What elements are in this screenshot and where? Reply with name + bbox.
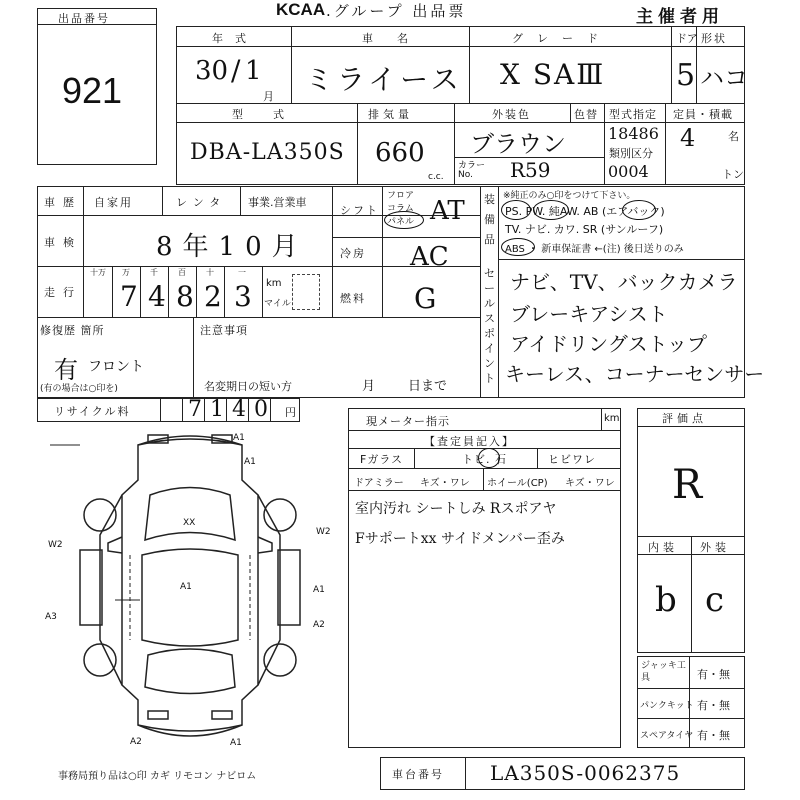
glass-options[interactable]: トビ. 石 [462, 453, 507, 466]
meter-km-unit: km [604, 413, 620, 424]
ton-unit: トン [722, 168, 744, 181]
inspector-label: 【査定員記入】 [424, 435, 515, 448]
category-label: 類別区分 [609, 147, 653, 160]
exterior-value: c [705, 580, 725, 620]
sales-point-3: アイドリングストップ [510, 332, 707, 356]
shift-value: AT [430, 196, 465, 226]
digit-unit-100k: 十万 [90, 268, 106, 277]
equipment-label: 装備品 [484, 193, 495, 246]
displacement-label: 排気量 [368, 108, 413, 121]
history-business[interactable]: 事業.営業車 [248, 196, 307, 209]
capacity-value: 4 [680, 124, 696, 152]
color-label: 外装色 [492, 108, 531, 121]
vehicle-damage-diagram [30, 425, 350, 760]
recycle-digit-1: 7 [188, 397, 202, 422]
meter-label: 現メーター指示 [366, 415, 450, 428]
tool-jack-label: ジャッキ工具 [641, 661, 686, 683]
type-spec-label: 型式指定 [609, 108, 657, 121]
sales-point-1: ナビ、TV、バックカメラ [510, 270, 738, 294]
mileage-digit-2: 4 [148, 280, 166, 313]
inspection-note-2: Fサポートxx サイドメンバー歪み [355, 531, 565, 547]
displacement-value: 660 [375, 138, 425, 168]
interior-value: b [655, 580, 677, 620]
model-label: 型式 [232, 108, 314, 121]
digit-unit-1k: 千 [150, 268, 158, 277]
shift-column[interactable]: コラム [387, 204, 414, 214]
evaluation-label: 評価点 [662, 412, 707, 425]
damage-mark-right-w2: W2 [316, 527, 331, 537]
history-label: 車歴 [44, 196, 82, 209]
form-title: .グループ 出品票 [326, 2, 467, 20]
exterior-label: 外装 [700, 541, 730, 554]
mileage-digit-4: 2 [204, 280, 222, 313]
inspection-label: 車検 [44, 236, 82, 249]
color-no-value: R59 [510, 158, 551, 182]
category-value: 0004 [608, 162, 649, 181]
ac-label: 冷房 [340, 247, 366, 260]
tool-jack-value[interactable]: 有・無 [697, 668, 730, 681]
sales-point-2: ブレーキアシスト [510, 302, 668, 326]
evaluation-score: R [672, 462, 703, 508]
digit-unit-1: 一 [238, 268, 246, 277]
glass-label: Fガラス [360, 453, 403, 466]
km-label[interactable]: km [266, 278, 282, 289]
mirror-label: ドアミラー [354, 478, 404, 489]
damage-mark-left-a3: A3 [45, 612, 57, 622]
damage-mark-rear-right: A1 [230, 738, 242, 748]
name-label: 車名 [362, 32, 432, 45]
fuel-value: G [414, 282, 437, 315]
car-name-value: ミライース [305, 63, 463, 96]
color-value: ブラウン [470, 130, 566, 158]
model-value: DBA-LA350S [190, 140, 345, 165]
mirror-options[interactable]: キズ・ワレ [420, 478, 470, 489]
tool-spare-label: スペアタイヤ [640, 731, 694, 741]
shift-panel[interactable]: パネル [387, 217, 415, 227]
color-change-label: 色替 [574, 108, 598, 121]
crack-label[interactable]: ヒビワレ [548, 453, 596, 466]
mileage-label: 走行 [44, 286, 82, 299]
damage-mark-roof-a1: A1 [180, 582, 192, 592]
inspection-note-1: 室内汚れ シートしみ Rスポアヤ [355, 501, 557, 517]
cc-unit: c.c. [428, 172, 444, 182]
recycle-digit-3: 4 [232, 397, 246, 422]
digit-unit-10: 十 [206, 268, 214, 277]
chassis-label: 車台番号 [392, 768, 444, 781]
damage-mark-right-a2: A2 [313, 620, 325, 630]
lot-number: 921 [62, 70, 123, 111]
expiry-month: 月 [362, 379, 378, 394]
month-unit: 月 [263, 90, 274, 103]
equipment-note: ※純正のみ○印をつけて下さい。 [503, 191, 636, 201]
expiry-day: 日まで [408, 379, 448, 394]
equipment-line-3: ABS ・ 新車保証書 ←(注) 後日送りのみ [505, 244, 684, 255]
digit-unit-100: 百 [178, 268, 186, 277]
color-no-label: カラー No. [458, 161, 486, 180]
mile-label[interactable]: マイル [264, 299, 291, 309]
repair-location: フロント [88, 359, 144, 375]
inspection-value: 8年10月 [156, 232, 308, 262]
damage-mark-rear-left: A2 [130, 737, 142, 747]
expiry-label: 名変期日の短い方 [204, 380, 292, 393]
capacity-label: 定員・積載 [673, 108, 733, 121]
organizer-label: 主催者用 [636, 7, 724, 27]
fuel-label: 燃料 [340, 292, 366, 305]
shift-floor[interactable]: フロア [387, 191, 415, 201]
damage-mark-right-a1: A1 [313, 585, 325, 595]
repair-note: (有の場合は○印を) [40, 384, 118, 394]
keys-note: 事務局預り品は○印 カギ リモコン ナビロム [58, 771, 257, 782]
recycle-unit: 円 [285, 406, 296, 419]
history-private[interactable]: 自家用 [94, 196, 133, 209]
repair-label: 修復歴 箇所 [40, 324, 105, 337]
equipment-line-1: PS. PW. 純AW. AB (エアバック) [505, 205, 665, 218]
sales-point-label: セールスポイント [484, 267, 495, 385]
year-label: 年式 [212, 32, 258, 45]
interior-label: 内装 [648, 541, 678, 554]
mileage-digit-3: 8 [176, 280, 194, 313]
recycle-digit-4: 0 [254, 397, 268, 422]
mileage-digit-1: 7 [120, 280, 138, 313]
damage-mark-roof-xx: XX [183, 518, 196, 528]
month-value: 1 [245, 56, 262, 86]
door-label: ドア [676, 32, 698, 45]
damage-mark-hood-right: A1 [244, 457, 256, 467]
history-rental[interactable]: レンタ [176, 196, 227, 209]
equipment-line-2: TV. ナビ. カワ. SR (サンルーフ) [505, 223, 664, 236]
recycle-label: リサイクル料 [54, 405, 131, 418]
wheel-options[interactable]: キズ・ワレ [565, 478, 615, 489]
shift-label: シフト [340, 204, 379, 217]
lot-number-label: 出品番号 [58, 12, 110, 25]
damage-mark-left-w2: W2 [48, 540, 63, 550]
shape-label: 形状 [701, 32, 727, 45]
grade-value: X SAⅢ [500, 58, 606, 91]
damage-mark-front: A1 [233, 433, 245, 443]
tool-puncture-value[interactable]: 有・無 [697, 699, 730, 712]
recycle-digit-2: 1 [210, 397, 224, 422]
grade-label: グレード [512, 32, 612, 45]
door-value: 5 [676, 58, 696, 93]
year-value: 30 [195, 56, 229, 86]
tool-puncture-label: パンクキット [640, 701, 694, 711]
tool-spare-value[interactable]: 有・無 [697, 729, 730, 742]
digit-unit-10k: 万 [122, 268, 130, 277]
chassis-value: LA350S-0062375 [490, 761, 681, 785]
wheel-label: ホイール(CP) [487, 478, 548, 489]
notice-label: 注意事項 [200, 324, 248, 337]
repair-value: 有 [54, 356, 78, 384]
person-unit: 名 [728, 130, 739, 143]
mileage-digit-5: 3 [234, 280, 252, 313]
ac-value: AC [410, 242, 449, 272]
shape-value: ハコ [700, 64, 748, 92]
sales-point-4: キーレス、コーナーセンサー [505, 362, 765, 386]
brand-logo: KCAA [276, 0, 326, 19]
type-spec-value: 18486 [608, 124, 659, 143]
